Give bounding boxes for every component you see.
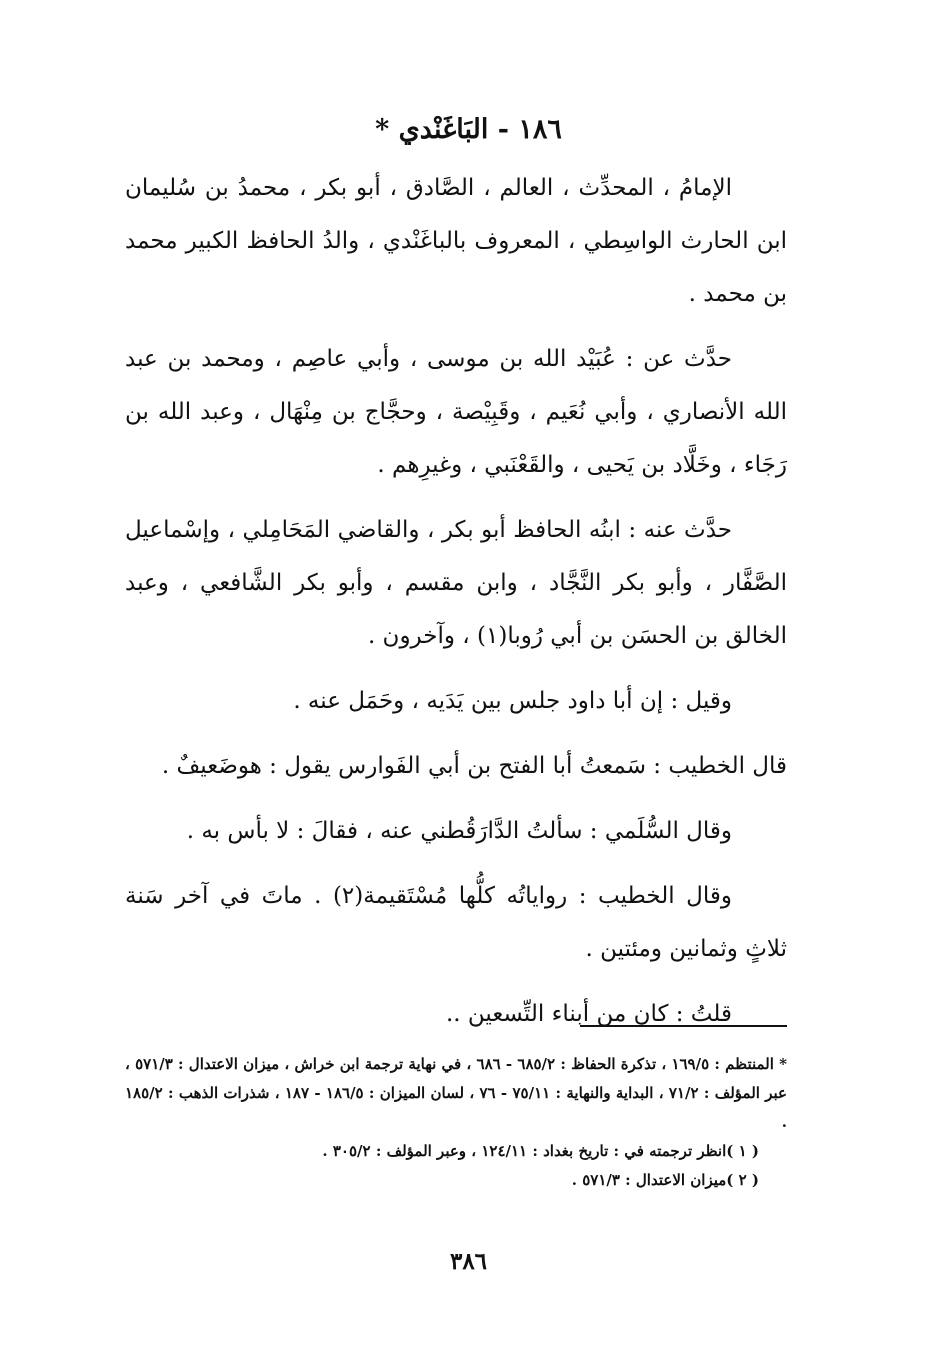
author-note-paragraph: قلتُ : كان من أبناء التِّسعين .. xyxy=(445,1001,732,1027)
footnote-sources: * المنتظم : ١٦٩/٥ ، تذكرة الحفاظ : ٦٨٥/٢ - ٦٨٦ ، في نهاية ترجمة ابن خراش ، ميزان الاعتدال : ٥٧١/٣ ، عبر المؤلف : ٧١/٢ ، البداية والنهاية : ٧٥/١١ - ٧٦ ، لسان الميزان : ١٨٦/٥ - ١٨٧ ، شذرات الذهب : ١٨٥/٢ . xyxy=(125,1055,788,1131)
narrated-from-paragraph: حدَّث عن : عُبَيْد الله بن موسى ، وأبي عاصِم ، ومحمد بن عبد الله الأنصاري ، وأبي نُعَيم ، وقَبِيْصة ، وحجَّاج بن مِنْهَال ، وعبد الله بن رَجَاء ، وخَلَّاد بن يَحيى ، والقَعْنَبي ، وغيرِهم . xyxy=(125,346,787,478)
page-number: ٣٨٦ xyxy=(449,1248,488,1275)
narrated-by-paragraph: حدَّث عنه : ابنُه الحافظ أبو بكر ، والقاضي المَحَامِلي ، وإسْماعيل الصَّفَّار ، وأبو بكر النَّجَّاد ، وابن مقسم ، وأبو بكر الشَّافعي ، وعبد الخالق بن الحسَن بن أبي رُوبا(١) ، وآخرون . xyxy=(125,517,787,649)
khatib-paragraph: قال الخطيب : سَمعتُ أبا الفتح بن أبي الفَوارس يقول : هوضَعيفٌ . xyxy=(161,753,787,779)
footnote-1: ( ١ )انظر ترجمته في : تاريخ بغداد : ١٢٤/١١ ، وعبر المؤلف : ٣٠٥/٢ . xyxy=(322,1142,759,1160)
death-paragraph: وقال الخطيب : رواياتُه كلُّها مُسْتَقيمة(٢) . ماتَ في آخر سَنة ثلاثٍ وثمانين ومئتين . xyxy=(125,883,787,962)
footnote-divider xyxy=(580,1025,787,1027)
sulami-paragraph: وقال السُّلَمي : سألتُ الدَّارَقُطني عنه ، فقالَ : لا بأس به . xyxy=(186,818,732,844)
entry-body xyxy=(125,162,787,1041)
entry-title: ١٨٦ - البَاغَنْدي * xyxy=(375,114,562,145)
footnotes xyxy=(125,1050,787,1195)
intro-paragraph: الإمامُ ، المحدِّث ، العالم ، الصَّادق ، أبو بكر ، محمدُ بن سُليمان ابن الحارث الواسِطي ، المعروف بالباغَنْدي ، والدُ الحافظ الكبير محمد بن محمد . xyxy=(125,175,787,307)
footnote-2: ( ٢ )ميزان الاعتدال : ٥٧١/٣ . xyxy=(571,1171,759,1189)
abu-dawud-paragraph: وقيل : إن أبا داود جلس بين يَدَيه ، وحَمَل عنه . xyxy=(293,688,732,714)
